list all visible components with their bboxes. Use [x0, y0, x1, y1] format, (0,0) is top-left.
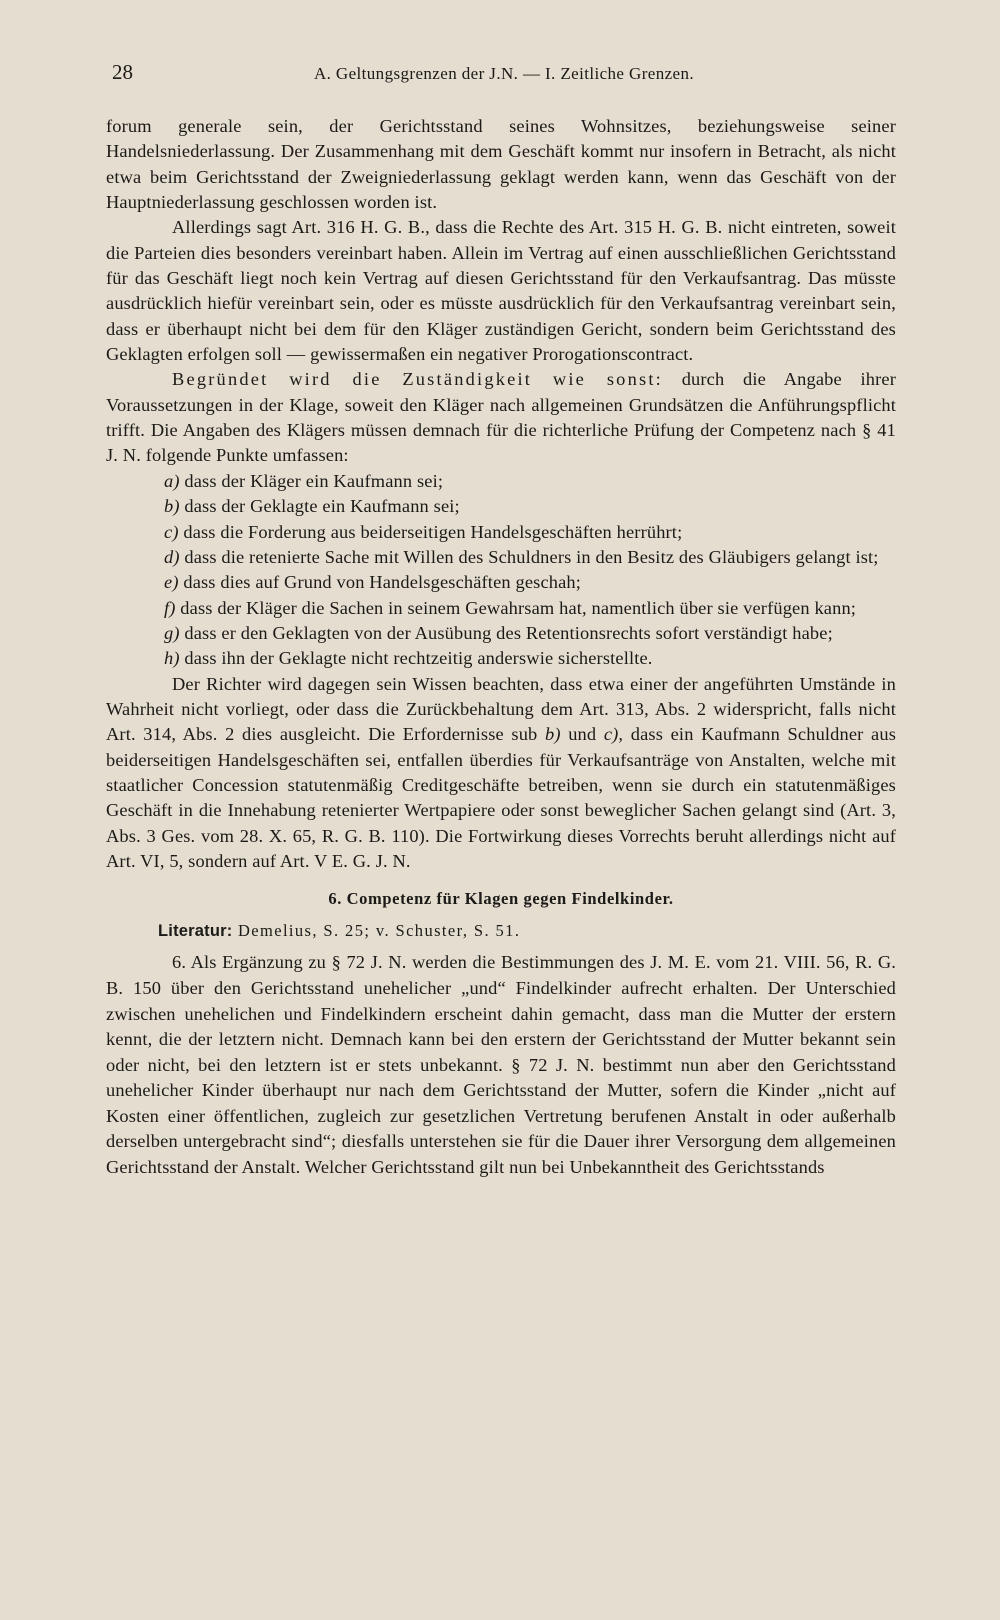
paragraph-allerdings: Allerdings sagt Art. 316 H. G. B., dass die Rechte des Art. 315 H. G. B. nicht eintreten, soweit die Parteien dies besonders vereinbart haben. Allein im Vertrag auf einen ausschließlichen Gerichtsstand für das Geschäft liegt noch kein Vertrag auf diesen Gerichtsstand für den Verkaufsantrag. Das müsste ausdrücklich hiefür vereinbart sein, oder es müsste ausdrücklich für den Verkaufsantrag vereinbart sein, dass er überhaupt nicht bei dem für den Kläger zuständigen Gericht, sondern beim Gerichtsstand des Geklagten erfolgen soll — gewissermaßen ein negativer Prorogationscontract. — [106, 217, 896, 365]
list-item — [106, 494, 896, 519]
italic-ref: c), — [603, 724, 624, 745]
item-text: dass ihn der Geklagte nicht rechtzeitig anderswie sicherstellte. — [184, 648, 653, 669]
page-header — [106, 60, 896, 84]
page-number: 28 — [112, 60, 133, 84]
paragraph-continuation: forum generale sein, der Gerichtsstand seines Wohnsitzes, beziehungsweise seiner Handelsniederlassung. Der Zusammenhang mit dem Geschäft kommt nur insofern in Betracht, als nicht etwa beim Gerichtsstand der Zweigniederlassung geklagt werden kann, wenn das Geschäft von der Hauptniederlassung geschlossen worden ist. — [106, 116, 896, 213]
item-label: c) — [164, 521, 179, 542]
item-label: b) — [164, 496, 180, 517]
item-text: dass der Geklagte ein Kaufmann sei; — [184, 496, 460, 517]
literature-label: Literatur: — [158, 922, 233, 941]
item-label: f) — [164, 597, 176, 618]
item-text: dass die retenierte Sache mit Willen des Schuldners in den Besitz des Gläubigers gelangt ist; — [184, 546, 879, 567]
item-label: h) — [164, 648, 180, 669]
spaced-lead: Begründet wird die Zuständigkeit wie sonst: — [172, 369, 663, 390]
item-label: e) — [164, 572, 179, 593]
literature-line — [158, 918, 896, 944]
begruendet-rest: durch die Angabe ihrer Voraussetzungen in der Klage, soweit den Kläger nach allgemeinen Grundsätzen die Anführungspflicht trifft. Die Angaben des Klägers müssen demnach für die richterliche Prüfung der Competenz nach § 41 J. N. folgende Punkte umfassen: — [106, 369, 896, 466]
item-text: dass der Kläger ein Kaufmann sei; — [184, 470, 444, 491]
list-item — [106, 545, 896, 570]
text-run: und — [560, 724, 604, 745]
item-label: d) — [164, 546, 180, 567]
text-run: Der Richter wird dagegen sein Wissen beachten, dass etwa einer der angeführten Umstände in Wahrheit nicht vorliegt, oder dass die Zurückbehaltung dem Art. 313, Abs. 2 widerspricht, falls nicht Art. 314, Abs. 2 dies ausgleicht. Die Erfordernisse sub — [106, 673, 896, 745]
item-text: dass er den Geklagten von der Ausübung des Retentionsrechts sofort verständigt habe; — [184, 622, 833, 643]
text-run: dass ein Kaufmann Schuldner aus beiderseitigen Handelsgeschäften sei, entfallen überdies für Verkaufsanträge von Anstalten, welche mit staatlicher Concession statutenmäßig Creditgeschäfte betreiben, wenn sie durch ein statutenmäßiges Geschäft in die Innehabung retenierter Wertpapiere oder sonst beweglicher Sachen gelangt sind (Art. 3, Abs. 3 Ges. vom 28. X. 65, R. G. B. 110). Die Fortwirkung dieses Vorrechts beruht allerdings nicht auf Art. VI, 5, sondern auf Art. V E. G. J. N. — [106, 724, 896, 871]
paragraph-ergaenzung: 6. Als Ergänzung zu § 72 J. N. werden die Bestimmungen des J. M. E. vom 21. VIII. 56, R. G. B. 150 über den Gerichtsstand unehelicher „und“ Findelkinder aufrecht erhalten. Der Unterschied zwischen unehelichen und Findelkindern erscheint dahin gemacht, dass man die Mutter der erstern kennt, die der letztern nicht. Demnach kann bei den erstern der Gerichtsstand der Mutter bekannt sein oder nicht, bei den letztern ist er stets unbekannt. § 72 J. N. bestimmt nun aber den Gerichtsstand unehelicher Kinder überhaupt nur nach dem Gerichtsstand der Mutter, sofern die Kinder „nicht auf Kosten einer öffentlichen, zugleich zur gesetzlichen Vertretung berufenen Anstalt in oder außerhalb derselben untergebracht sind“; diesfalls unterstehen sie für die Dauer ihrer Versorgung dem allgemeinen Gerichtsstand der Anstalt. Welcher Gerichtsstand gilt nun bei Unbekanntheit des Gerichtsstands — [106, 952, 896, 1178]
paragraph-richter — [106, 672, 896, 875]
item-label: g) — [164, 622, 180, 643]
item-text: dass dies auf Grund von Handelsgeschäften geschah; — [183, 572, 582, 593]
list-item — [106, 646, 896, 671]
main-text — [106, 114, 896, 874]
paragraph-begruendet — [106, 367, 896, 468]
section-title: 6. Competenz für Klagen gegen Findelkinder. — [328, 889, 674, 909]
running-head: A. Geltungsgrenzen der J.N. — I. Zeitliche Grenzen. — [313, 64, 695, 83]
item-text: dass der Kläger die Sachen in seinem Gewahrsam hat, namentlich über sie verfügen kann; — [180, 597, 857, 618]
list-item — [106, 570, 896, 595]
italic-ref: b) — [544, 724, 561, 745]
item-text: dass die Forderung aus beiderseitigen Handelsgeschäften herrührt; — [183, 521, 683, 542]
list-item — [106, 596, 896, 621]
literature-text: Demelius, S. 25; v. Schuster, S. 51. — [232, 921, 521, 941]
item-label: a) — [164, 470, 180, 491]
list-item — [106, 621, 896, 646]
list-item — [106, 520, 896, 545]
list-item — [106, 469, 896, 494]
section-findelkinder — [106, 886, 896, 1180]
section-body — [106, 950, 896, 1180]
